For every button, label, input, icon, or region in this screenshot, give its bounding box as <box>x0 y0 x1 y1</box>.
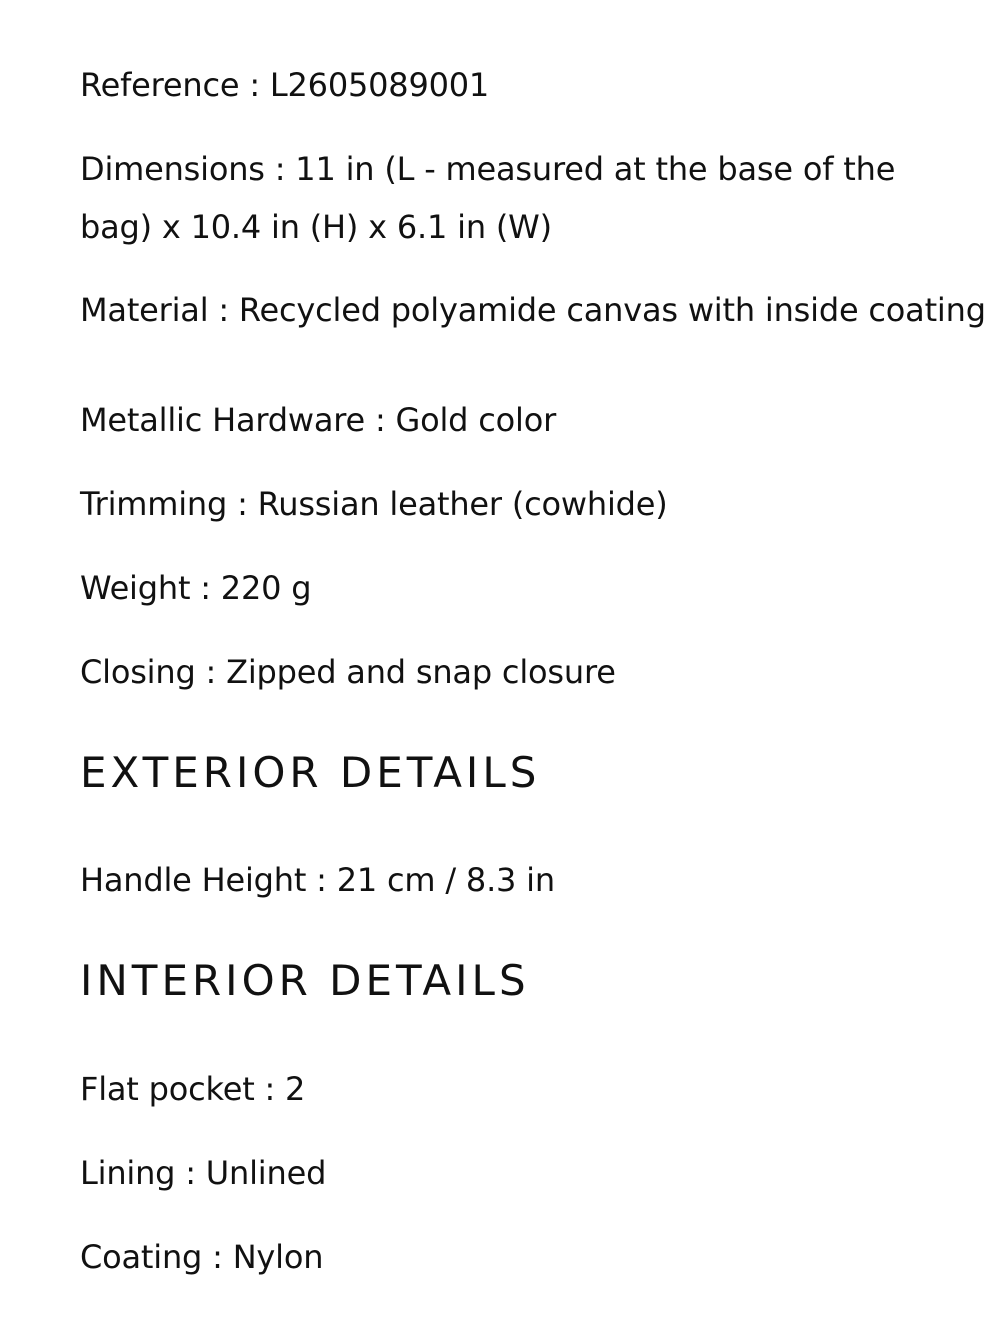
hardware-text: Metallic Hardware : Gold color <box>80 401 557 439</box>
closing-text: Closing : Zipped and snap closure <box>80 653 616 691</box>
material-text: Material : Recycled polyamide canvas with inside coating <box>80 291 986 329</box>
interior-details-heading: INTERIOR DETAILS <box>80 956 530 1005</box>
coating-text: Coating : Nylon <box>80 1238 324 1276</box>
lining-text: Lining : Unlined <box>80 1154 327 1192</box>
flat-pocket-text: Flat pocket : 2 <box>80 1070 306 1108</box>
exterior-details-heading: EXTERIOR DETAILS <box>80 748 541 797</box>
reference-text: Reference : L2605089001 <box>80 66 490 104</box>
trimming-text: Trimming : Russian leather (cowhide) <box>80 485 668 523</box>
dimensions-text: Dimensions : 11 in (L - measured at the base of the bag) x 10.4 in (H) x 6.1 in (W) <box>80 150 896 246</box>
handle-height-text: Handle Height : 21 cm / 8.3 in <box>80 861 555 899</box>
weight-text: Weight : 220 g <box>80 569 312 607</box>
